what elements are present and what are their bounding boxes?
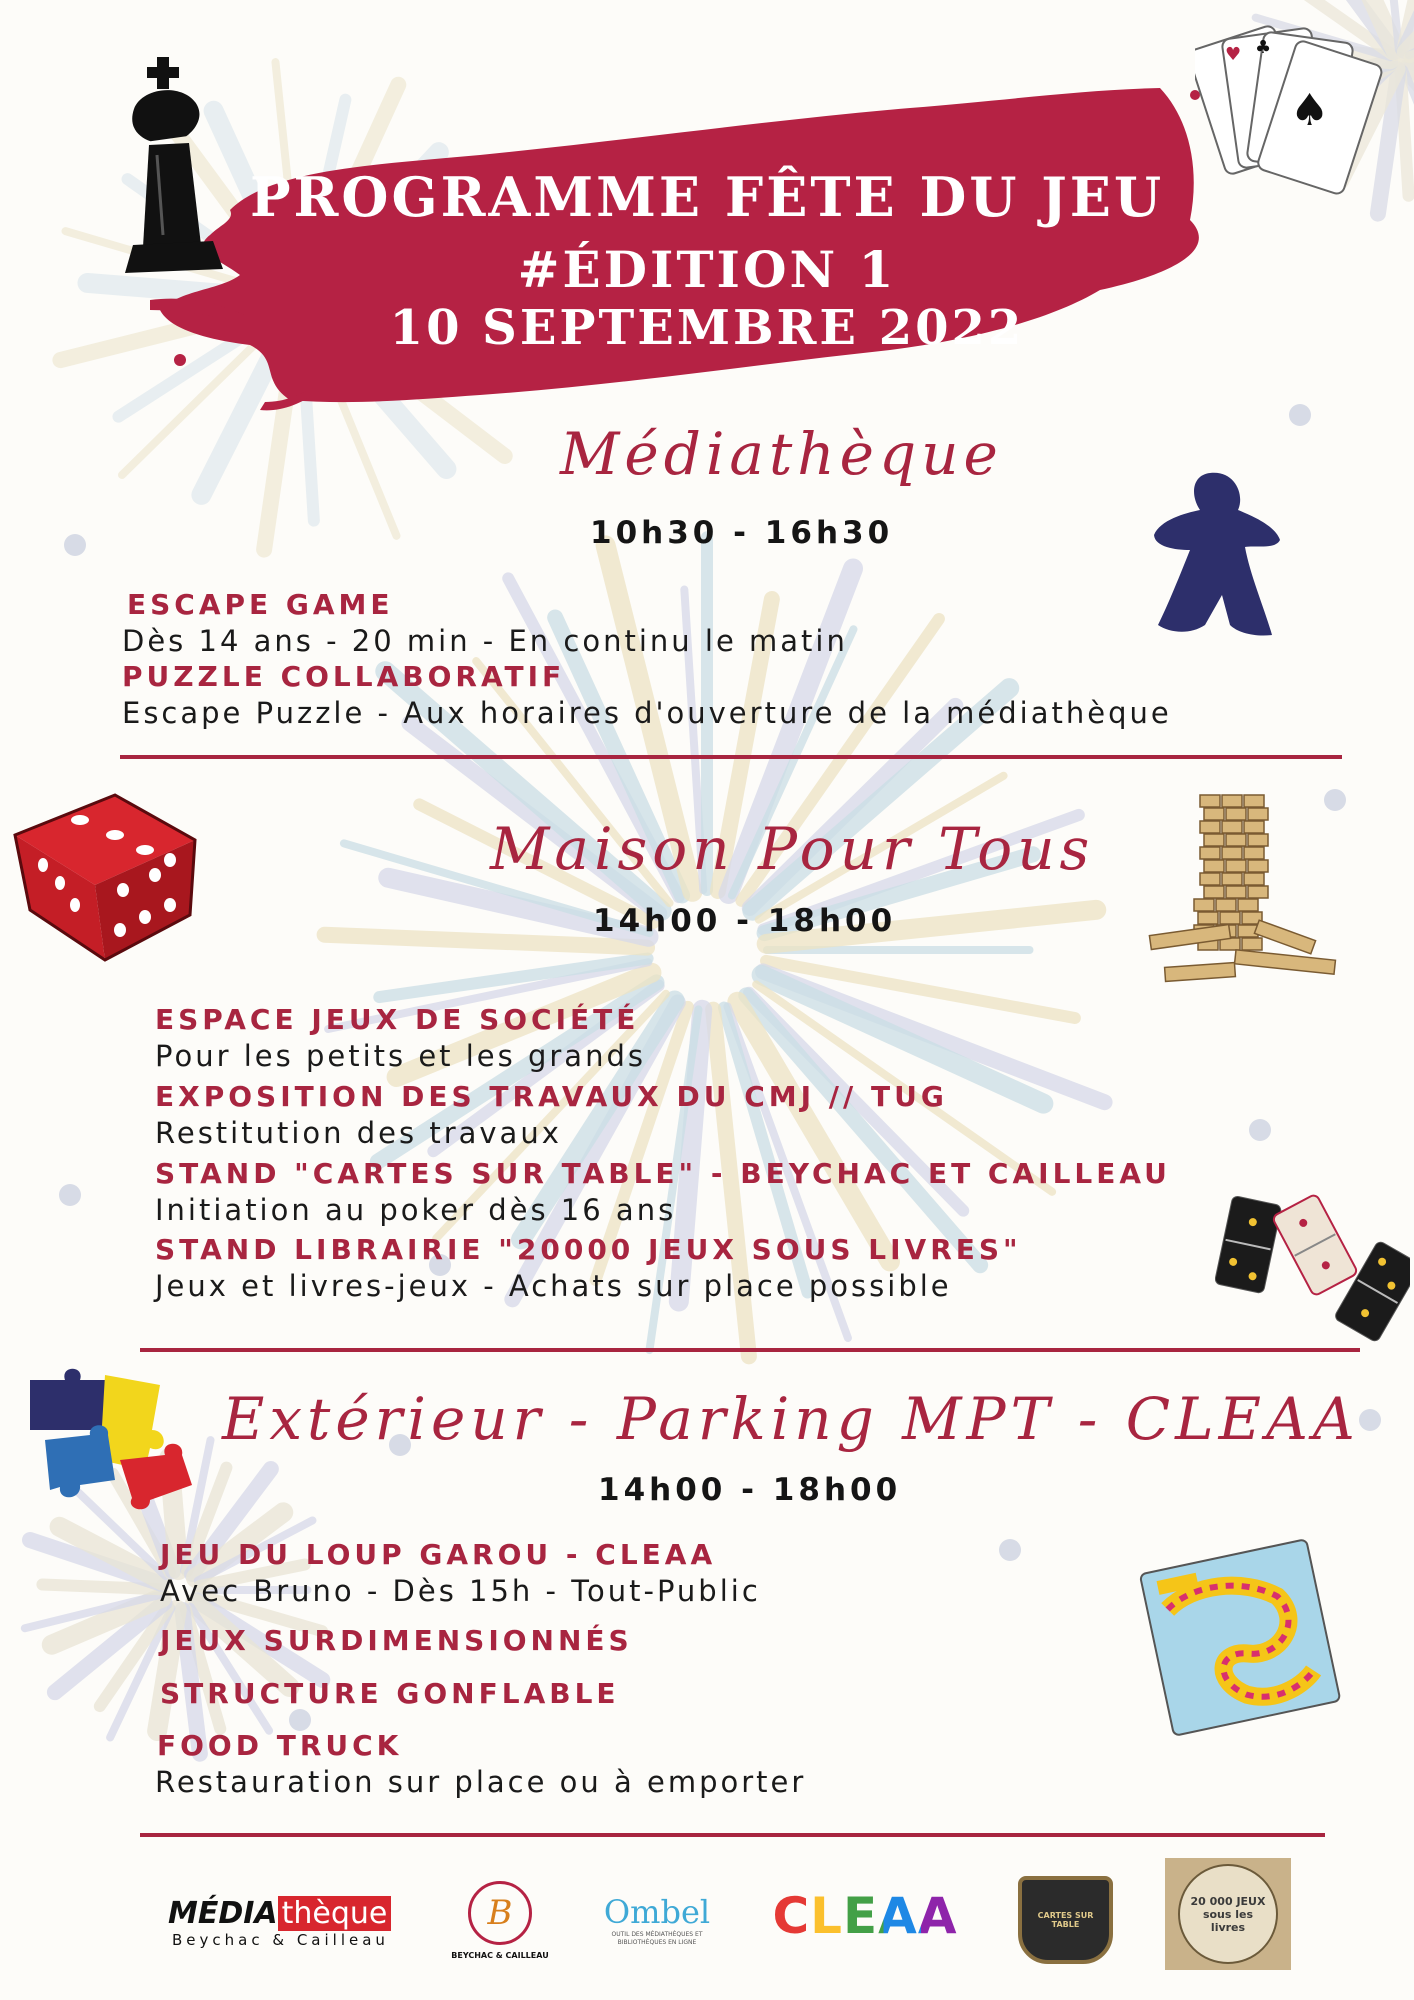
- beychac-cailleau-logo: [450, 1868, 550, 1973]
- activity-title: FOOD TRUCK: [157, 1729, 403, 1762]
- chess-king-icon: [105, 55, 245, 295]
- svg-text:♥: ♥: [1225, 44, 1242, 65]
- hours-maison-pour-tous: 14h00 - 18h00: [593, 903, 897, 939]
- mediatheque-logo-text: MÉDIA: [168, 1895, 278, 1931]
- activity-title: PUZZLE COLLABORATIF: [122, 660, 566, 693]
- activity-title: STAND LIBRAIRIE "20000 JEUX SOUS LIVRES": [155, 1233, 1022, 1266]
- playing-cards-icon: [1195, 25, 1395, 215]
- mediatheque-logo-text-accent: thèque: [278, 1896, 392, 1931]
- activity-title: STAND "CARTES SUR TABLE" - BEYCHAC ET CAILLEAU: [155, 1157, 1171, 1190]
- page-title: PROGRAMME FÊTE DU JEU: [249, 165, 1165, 229]
- board-game-icon: [1135, 1535, 1345, 1740]
- hours-exterieur: 14h00 - 18h00: [598, 1472, 902, 1508]
- 20000-jeux-logo-text: 20 000 JEUX sous les livres: [1190, 1894, 1266, 1934]
- mediatheque-logo-subtitle: Beychac & Cailleau: [172, 1930, 389, 1949]
- beychac-logo-mark: B: [487, 1893, 513, 1933]
- section-divider: [140, 1833, 1325, 1837]
- ombel-logo-text: Ombel: [603, 1893, 711, 1931]
- activity-desc: Restauration sur place ou à emporter: [155, 1765, 807, 1799]
- dominoes-icon: [1215, 1190, 1410, 1345]
- ombel-logo-subtitle: OUTIL DES MÉDIATHÈQUES ET BIBLIOTHÈQUES EN LIGNE: [611, 1931, 703, 1946]
- cartes-logo-text: CARTES SUR TABLE: [1037, 1910, 1094, 1929]
- cleaa-logo: [765, 1886, 965, 1946]
- event-date: 10 SEPTEMBRE 2022: [389, 300, 1025, 356]
- activity-desc: Dès 14 ans - 20 min - En continu le matin: [122, 624, 848, 658]
- activity-desc: Avec Bruno - Dès 15h - Tout-Public: [160, 1574, 761, 1608]
- activity-title: ESCAPE GAME: [127, 588, 394, 621]
- section-divider: [140, 1348, 1360, 1352]
- section-divider: [120, 755, 1342, 759]
- dice-icon: [5, 765, 210, 965]
- puzzle-pieces-icon: [20, 1360, 200, 1515]
- jenga-tower-icon: [1145, 780, 1345, 1005]
- edition-label: #ÉDITION 1: [517, 240, 897, 299]
- ombel-logo: [592, 1880, 722, 1960]
- activity-title: STRUCTURE GONFLABLE: [160, 1677, 620, 1710]
- activity-title: EXPOSITION DES TRAVAUX DU CMJ // TUG: [155, 1080, 948, 1113]
- activity-title: JEUX SURDIMENSIONNÉS: [160, 1624, 633, 1657]
- hours-mediatheque: 10h30 - 16h30: [590, 515, 894, 551]
- activity-title: JEU DU LOUP GAROU - CLEAA: [160, 1538, 717, 1571]
- venue-title-maison-pour-tous: Maison Pour Tous: [490, 815, 1095, 883]
- venue-title-exterieur: Extérieur - Parking MPT - CLEAA: [222, 1385, 1360, 1453]
- svg-text:♠: ♠: [1290, 85, 1330, 136]
- beychac-logo-text: BEYCHAC & CAILLEAU: [451, 1951, 549, 1960]
- activity-desc: Pour les petits et les grands: [155, 1039, 646, 1073]
- meeple-icon: [1150, 465, 1285, 645]
- activity-desc: Escape Puzzle - Aux horaires d'ouverture de la médiathèque: [122, 696, 1172, 730]
- venue-title-mediatheque: Médiathèque: [560, 420, 1003, 488]
- activity-title: ESPACE JEUX DE SOCIÉTÉ: [155, 1003, 640, 1036]
- cleaa-logo-text: CLEAA: [772, 1887, 958, 1945]
- activity-desc: Restitution des travaux: [155, 1116, 562, 1150]
- 20000-jeux-logo: [1165, 1858, 1291, 1970]
- svg-text:♣: ♣: [1255, 37, 1272, 58]
- cartes-sur-table-logo: [1018, 1872, 1113, 1967]
- mediatheque-logo: [168, 1882, 408, 1962]
- activity-desc: Jeux et livres-jeux - Achats sur place possible: [155, 1269, 952, 1303]
- activity-desc: Initiation au poker dès 16 ans: [155, 1193, 677, 1227]
